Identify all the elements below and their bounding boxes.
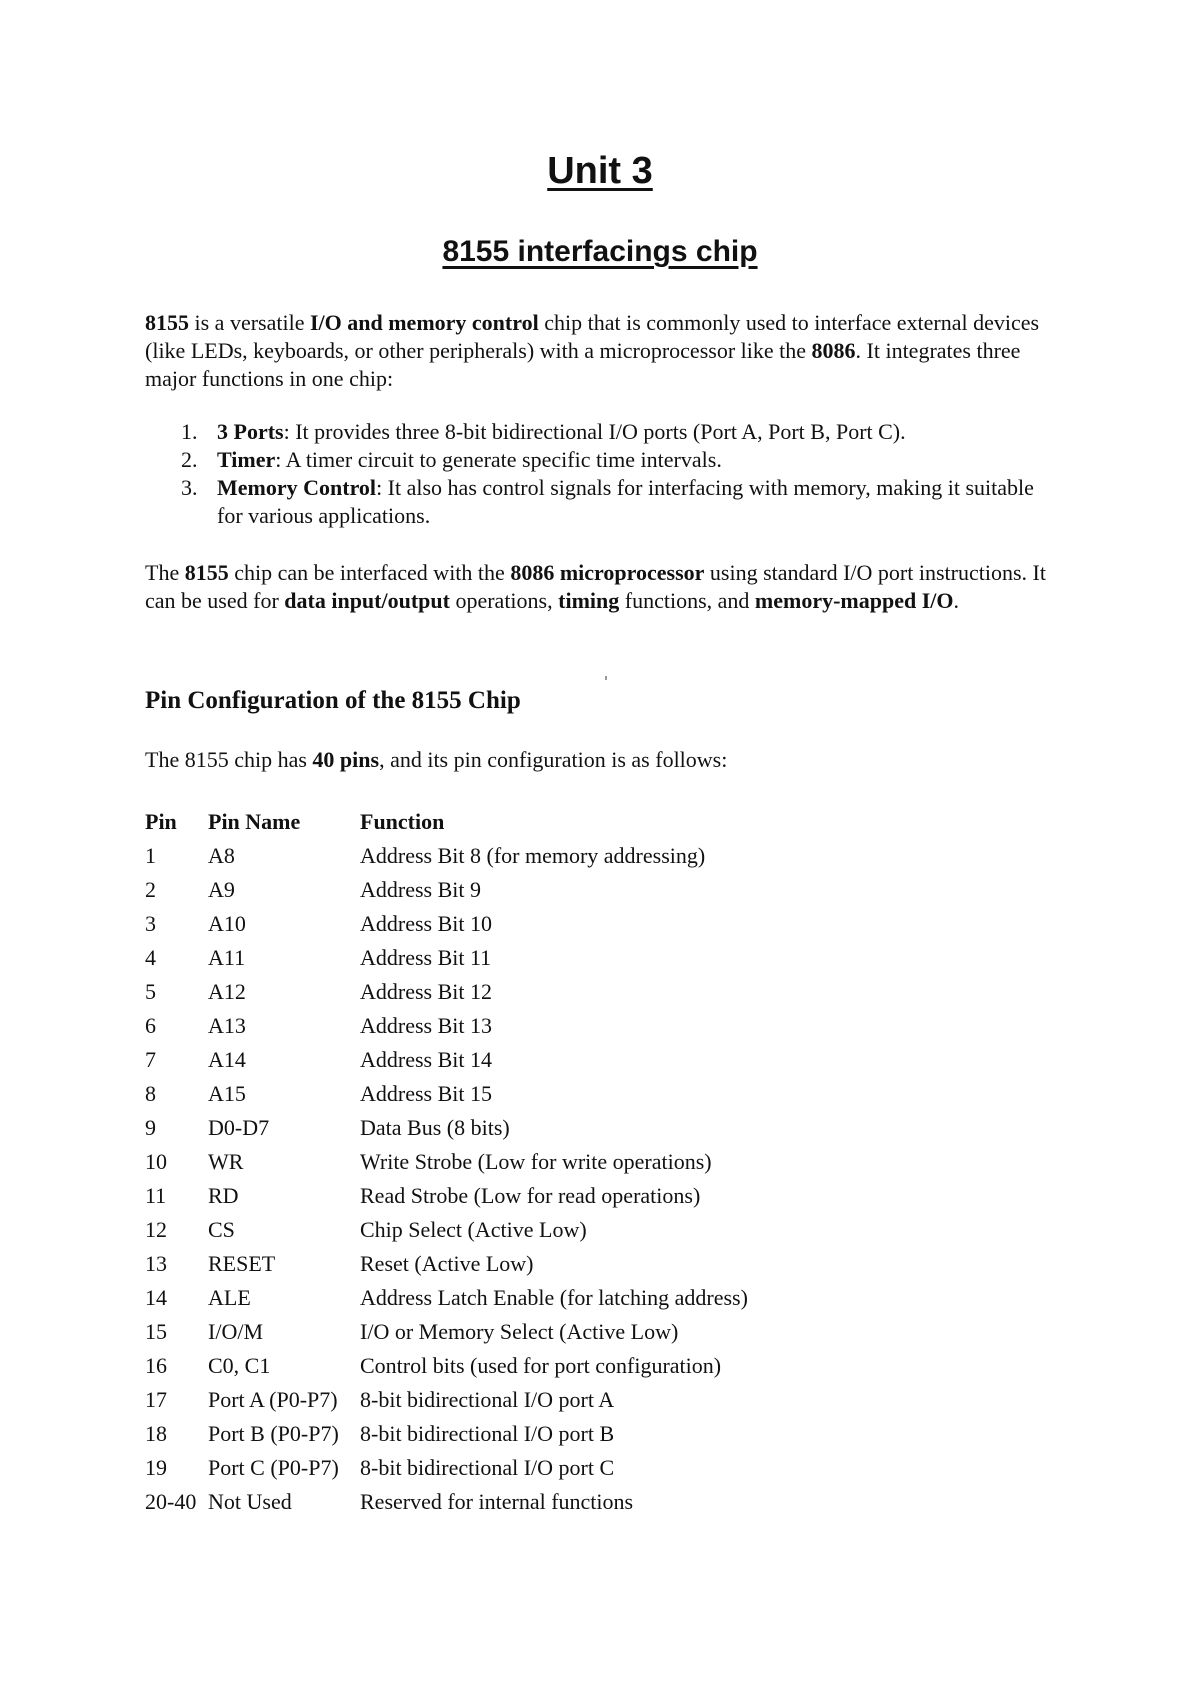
functions-list xyxy=(145,418,1060,530)
pin-number: 1 xyxy=(145,843,156,868)
pin-name: A10 xyxy=(208,911,246,936)
table-row xyxy=(145,1281,860,1315)
table-row xyxy=(145,941,860,975)
function-term: Timer xyxy=(217,447,276,472)
interfacing-bold-memory-mapped: memory-mapped I/O xyxy=(754,588,954,613)
pin-name: RESET xyxy=(208,1251,276,1276)
interfacing-bold-8086: 8086 microprocessor xyxy=(510,560,705,585)
scan-speck xyxy=(605,676,607,680)
pin-function: 8-bit bidirectional I/O port A xyxy=(360,1387,615,1412)
pin-function: Address Bit 11 xyxy=(360,945,492,970)
pin-function: Address Bit 12 xyxy=(360,979,492,1004)
table-row xyxy=(145,1247,860,1281)
table-row xyxy=(145,839,860,873)
pin-function: Chip Select (Active Low) xyxy=(360,1217,587,1242)
pin-name: Port A (P0-P7) xyxy=(208,1387,338,1412)
pin-name: Port C (P0-P7) xyxy=(208,1455,339,1480)
pin-name: A14 xyxy=(208,1047,246,1072)
pin-name: A11 xyxy=(208,945,246,970)
pin-summary xyxy=(145,746,1060,774)
pin-number: 6 xyxy=(145,1013,156,1038)
interfacing-bold-8155: 8155 xyxy=(184,560,229,585)
pin-number: 3 xyxy=(145,911,156,936)
table-row xyxy=(145,1077,860,1111)
header-pin-name: Pin Name xyxy=(208,809,301,834)
interfacing-paragraph xyxy=(145,559,1060,615)
interfacing-bold-data-io: data input/output xyxy=(284,588,450,613)
pin-number: 20-40 xyxy=(145,1489,197,1514)
table-row xyxy=(145,1145,860,1179)
intro-paragraph xyxy=(145,309,1060,393)
pin-number: 14 xyxy=(145,1285,167,1310)
pin-summary-bold: 40 pins xyxy=(312,747,380,772)
pin-name: A8 xyxy=(208,843,235,868)
intro-text-1: is a versatile xyxy=(189,310,310,335)
pin-name: A13 xyxy=(208,1013,246,1038)
pin-function: I/O or Memory Select (Active Low) xyxy=(360,1319,679,1344)
pin-number: 9 xyxy=(145,1115,156,1140)
intro-bold-io-memory: I/O and memory control xyxy=(309,310,539,335)
table-row xyxy=(145,1451,860,1485)
table-row xyxy=(145,1315,860,1349)
function-item-memory-control xyxy=(145,474,1060,530)
pin-function: 8-bit bidirectional I/O port B xyxy=(360,1421,615,1446)
pin-name: A9 xyxy=(208,877,235,902)
interfacing-text-5: functions, and xyxy=(619,588,755,613)
interfacing-text-1: The xyxy=(145,560,185,585)
table-row xyxy=(145,975,860,1009)
table-row xyxy=(145,1383,860,1417)
pin-number: 12 xyxy=(145,1217,167,1242)
table-row xyxy=(145,1179,860,1213)
pin-name: A12 xyxy=(208,979,246,1004)
pin-name: Not Used xyxy=(208,1489,292,1514)
pin-number: 7 xyxy=(145,1047,156,1072)
pin-summary-text-1: The 8155 chip has xyxy=(145,747,313,772)
pin-name: ALE xyxy=(208,1285,251,1310)
pin-name: WR xyxy=(208,1149,244,1174)
list-number: 2. xyxy=(181,447,198,472)
table-row xyxy=(145,907,860,941)
table-row xyxy=(145,1009,860,1043)
function-text: : It also has control signals for interfacing with memory, making it suitable for various applications. xyxy=(217,475,1034,528)
table-row xyxy=(145,1417,860,1451)
pin-name: I/O/M xyxy=(208,1319,263,1344)
section-heading: Pin Configuration of the 8155 Chip xyxy=(145,687,521,714)
pin-function: 8-bit bidirectional I/O port C xyxy=(360,1455,615,1480)
pin-function: Read Strobe (Low for read operations) xyxy=(360,1183,701,1208)
pin-table xyxy=(145,805,860,1519)
pin-function: Reserved for internal functions xyxy=(360,1489,634,1514)
pin-name: A15 xyxy=(208,1081,246,1106)
interfacing-text-3: using standard I/O port instructions. It can be used for xyxy=(145,560,1046,613)
pin-number: 4 xyxy=(145,945,156,970)
pin-function: Address Bit 14 xyxy=(360,1047,492,1072)
pin-name: CS xyxy=(208,1217,235,1242)
header-function: Function xyxy=(360,809,445,834)
pin-function: Reset (Active Low) xyxy=(360,1251,534,1276)
function-item-timer xyxy=(145,446,1060,474)
page-subtitle: 8155 interfacings chip xyxy=(442,235,758,268)
interfacing-text-4: operations, xyxy=(449,588,559,613)
pin-number: 17 xyxy=(145,1387,167,1412)
pin-number: 16 xyxy=(145,1353,167,1378)
pin-summary-text-2: , and its pin configuration is as follows: xyxy=(379,747,728,772)
pin-function: Address Bit 10 xyxy=(360,911,492,936)
table-row xyxy=(145,1349,860,1383)
pin-function: Address Bit 9 xyxy=(360,877,481,902)
pin-function: Address Bit 8 (for memory addressing) xyxy=(360,843,706,868)
interfacing-text-6: . xyxy=(953,588,959,613)
table-row xyxy=(145,1213,860,1247)
function-term: 3 Ports xyxy=(217,419,284,444)
pin-function: Data Bus (8 bits) xyxy=(360,1115,510,1140)
intro-bold-8155: 8155 xyxy=(145,310,189,335)
pin-number: 5 xyxy=(145,979,156,1004)
header-pin: Pin xyxy=(145,809,177,834)
function-item-ports xyxy=(145,418,1060,446)
table-row xyxy=(145,1111,860,1145)
pin-function: Address Bit 13 xyxy=(360,1013,492,1038)
intro-text-3: . It integrates three major functions in one chip: xyxy=(145,338,1021,391)
list-number: 1. xyxy=(181,419,198,444)
interfacing-text-2: chip can be interfaced with the xyxy=(228,560,511,585)
pin-name: RD xyxy=(208,1183,239,1208)
list-number: 3. xyxy=(181,475,198,500)
pin-number: 10 xyxy=(145,1149,167,1174)
interfacing-bold-timing: timing xyxy=(558,588,620,613)
function-text: : A timer circuit to generate specific time intervals. xyxy=(275,447,722,472)
pin-number: 15 xyxy=(145,1319,167,1344)
table-header-row xyxy=(145,805,860,839)
pin-function: Address Bit 15 xyxy=(360,1081,492,1106)
intro-bold-8086: 8086 xyxy=(811,338,856,363)
pin-number: 2 xyxy=(145,877,156,902)
pin-number: 19 xyxy=(145,1455,167,1480)
intro-text-2: chip that is commonly used to interface external devices (like LEDs, keyboards, or other peripherals) with a microprocessor like the xyxy=(145,310,1040,363)
pin-number: 8 xyxy=(145,1081,156,1106)
table-row xyxy=(145,1485,860,1519)
pin-number: 18 xyxy=(145,1421,167,1446)
table-row xyxy=(145,873,860,907)
pin-number: 13 xyxy=(145,1251,167,1276)
function-term: Memory Control xyxy=(217,475,377,500)
pin-function: Control bits (used for port configuration) xyxy=(360,1353,722,1378)
pin-function: Address Latch Enable (for latching address) xyxy=(360,1285,748,1310)
pin-number: 11 xyxy=(145,1183,167,1208)
pin-name: D0-D7 xyxy=(208,1115,270,1140)
pin-name: C0, C1 xyxy=(208,1353,271,1378)
pin-function: Write Strobe (Low for write operations) xyxy=(360,1149,712,1174)
page-title: Unit 3 xyxy=(547,150,653,192)
pin-name: Port B (P0-P7) xyxy=(208,1421,339,1446)
function-text: : It provides three 8-bit bidirectional I/O ports (Port A, Port B, Port C). xyxy=(283,419,906,444)
table-row xyxy=(145,1043,860,1077)
